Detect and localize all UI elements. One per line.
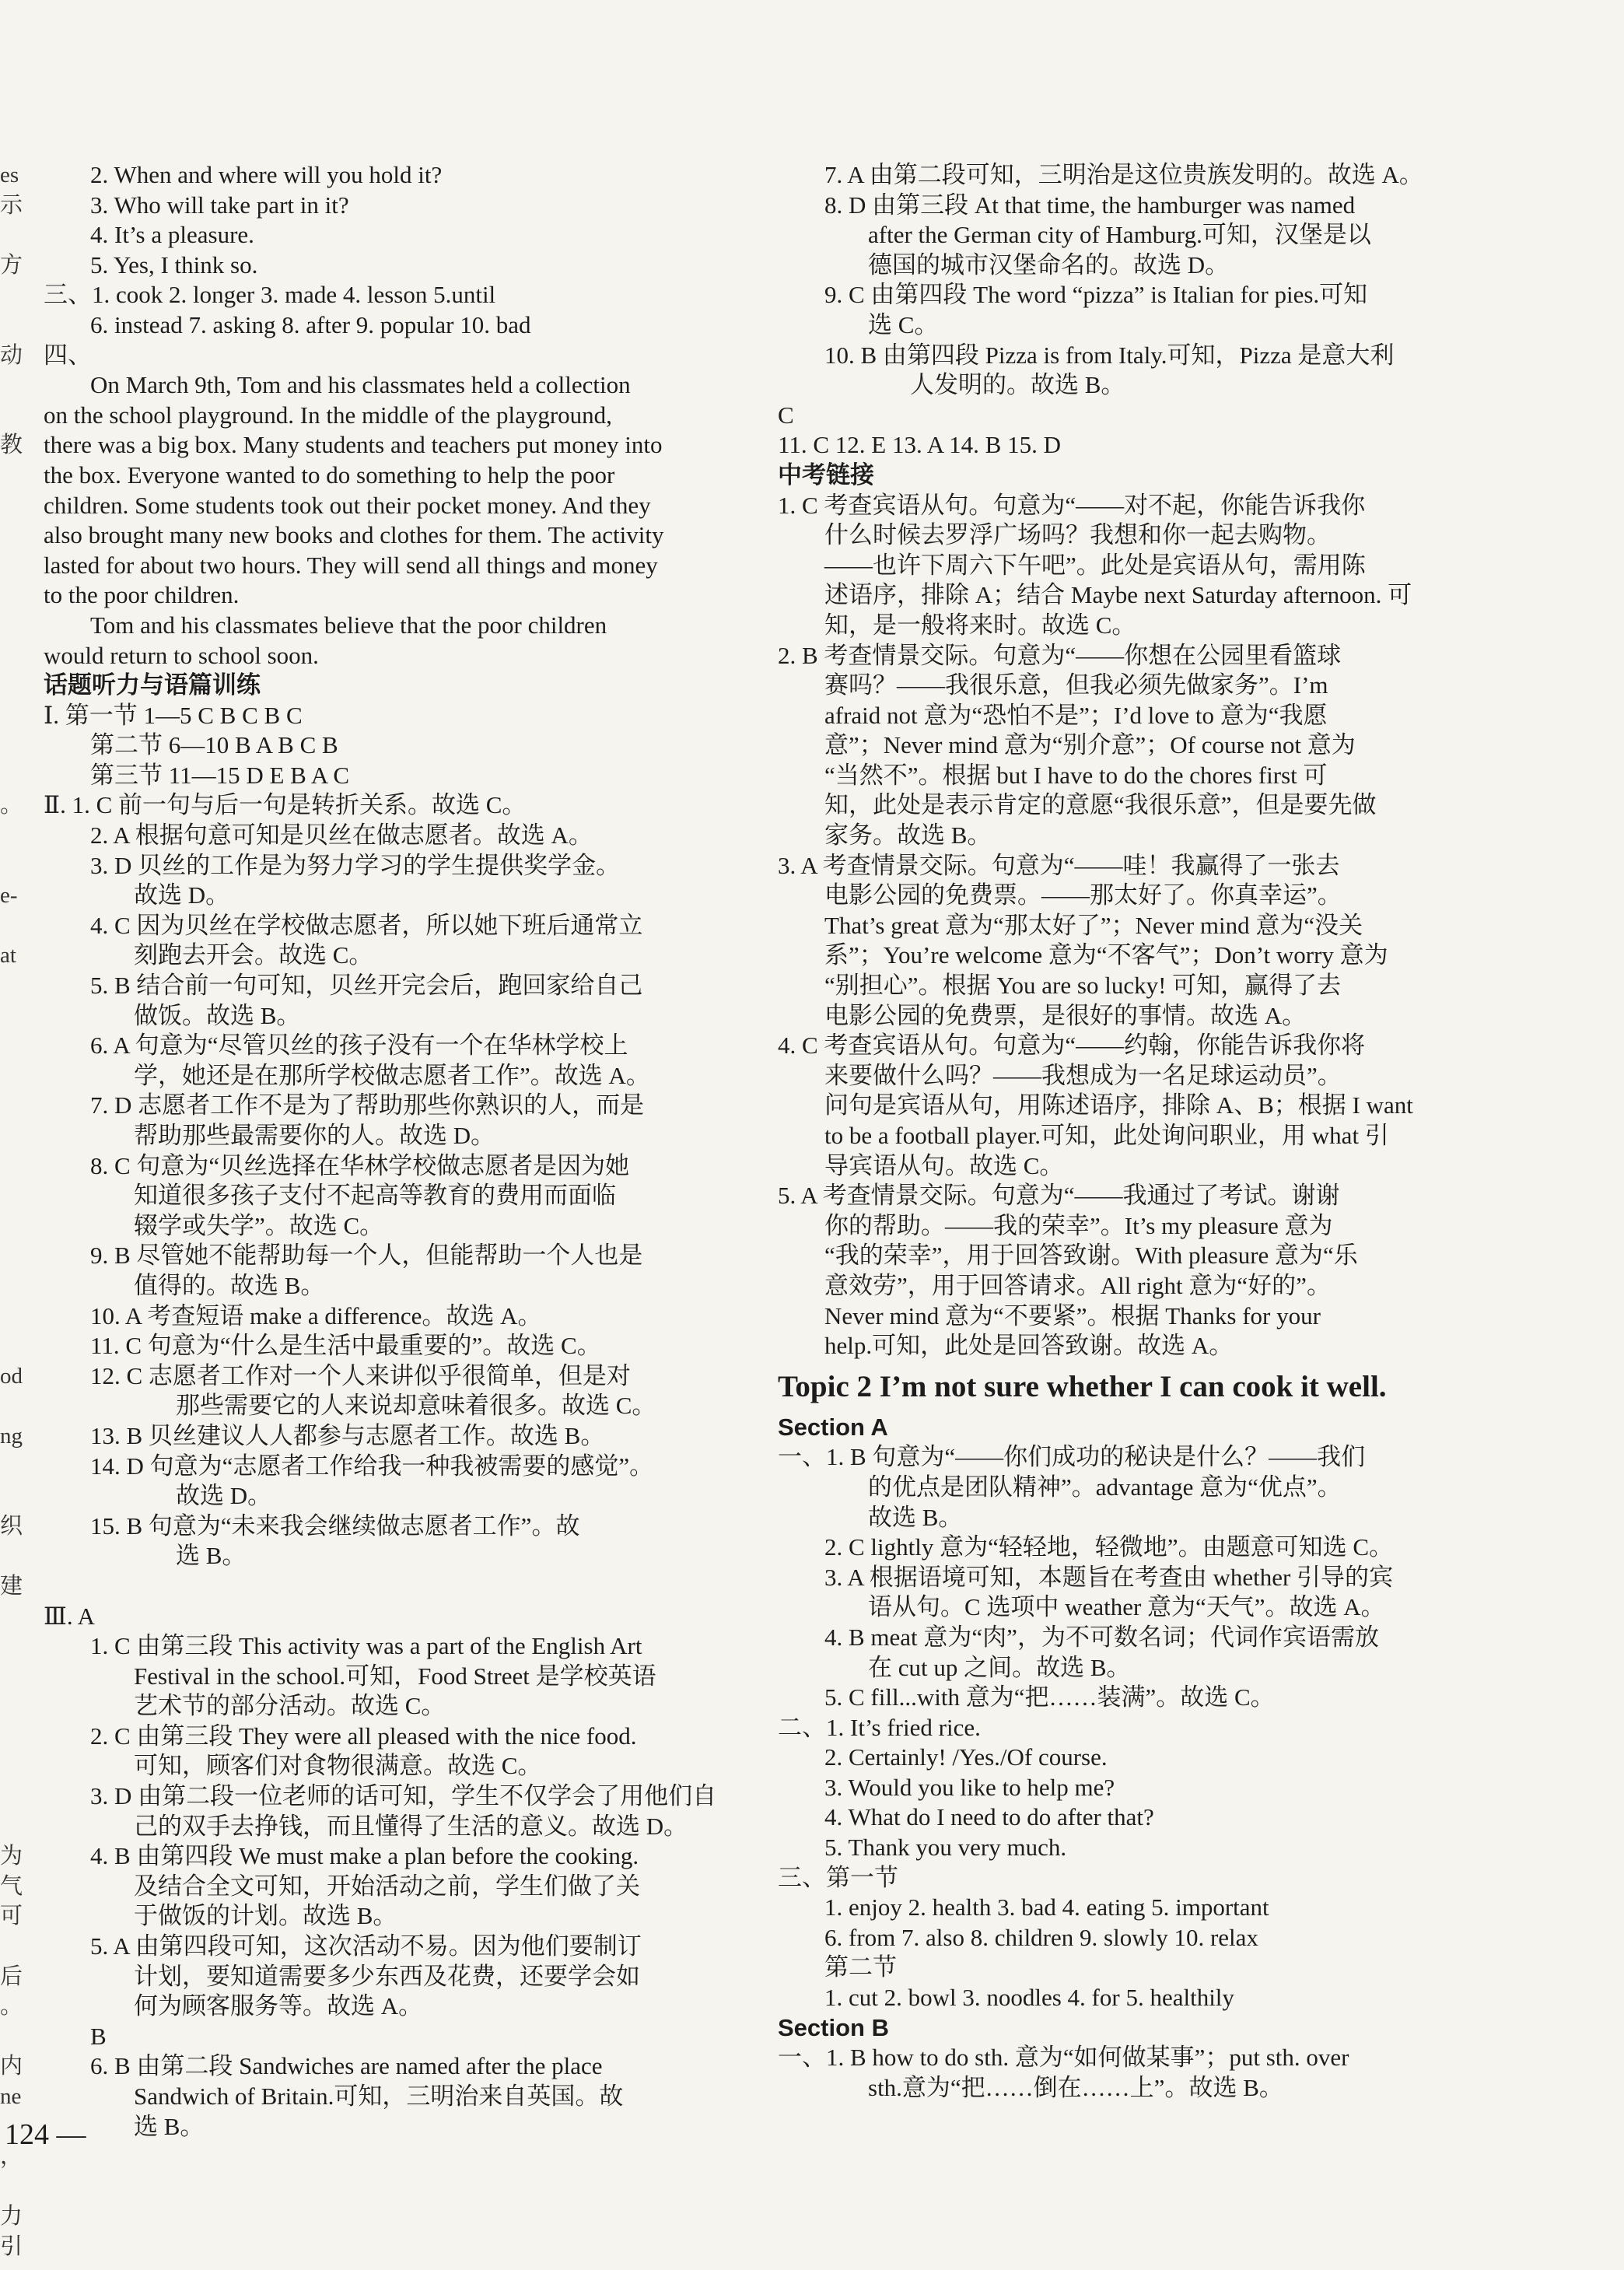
edge-fragment [0, 1662, 23, 1692]
edge-fragment [0, 280, 23, 310]
text-line: Ⅱ. 1. C 前一句与后一句是转折关系。故选 C。 [44, 791, 527, 819]
text-line: 1. C 由第三段 This activity was a part of the English Art [90, 1632, 642, 1660]
text-line: Ⅲ. A [44, 1602, 96, 1630]
text-line: 2. Certainly! /Yes./Of course. [824, 1743, 1108, 1771]
edge-fragment [0, 1151, 23, 1182]
edge-fragment [0, 971, 23, 1001]
edge-fragment [0, 761, 23, 791]
text-line: 3. Who will take part in it? [90, 191, 349, 219]
text-line: 系”；You’re welcome 意为“不客气”；Don’t worry 意为 [824, 941, 1388, 969]
edge-fragment: 织 [0, 1513, 23, 1539]
edge-fragment [0, 1481, 23, 1512]
edge-fragment: 方 [0, 252, 23, 278]
text-line: 4. It’s a pleasure. [90, 221, 254, 249]
edge-fragment: od [0, 1363, 23, 1389]
text-line: also brought many new books and clothes for them. The activity [44, 521, 664, 549]
edge-fragment [0, 911, 23, 941]
text-line: 一、1. B how to do sth. 意为“如何做某事”；put sth. over [778, 2044, 1349, 2072]
text-line: afraid not 意为“恐怕不是”；I’d love to 意为“我愿 [824, 701, 1328, 729]
edge-fragment [0, 821, 23, 851]
edge-fragment [0, 520, 23, 551]
text-line: 8. C 句意为“贝丝选择在华林学校做志愿者是因为她 [90, 1151, 630, 1179]
text-line: 6. instead 7. asking 8. after 9. popular 10. bad [90, 310, 531, 338]
text-line: after the German city of Hamburg.可知，汉堡是以 [868, 221, 1371, 249]
text-line: 第三节 11—15 D E B A C [90, 761, 349, 789]
text-line: Ⅰ. 第一节 1—5 C B C B C [44, 701, 303, 729]
text-line: 3. D 贝丝的工作是为努力学习的学生提供奖学金。 [90, 851, 621, 879]
edge-fragment: es [0, 163, 19, 187]
text-line: 第二节 [824, 1953, 897, 1981]
text-line: help.可知，此处是回答致谢。故选 A。 [824, 1332, 1234, 1360]
text-line: 的优点是团队精神”。advantage 意为“优点”。 [868, 1473, 1342, 1501]
text-line: 8. D 由第三段 At that time, the hamburger was named [824, 191, 1356, 219]
text-line: 二、1. It’s fried rice. [778, 1713, 981, 1741]
edge-fragment: ， [0, 2144, 23, 2170]
edge-fragment: 。 [0, 1994, 23, 2020]
text-line: to the poor children. [44, 581, 240, 609]
edge-fragment [0, 1781, 23, 1812]
text-line: 1. enjoy 2. health 3. bad 4. eating 5. important [824, 1893, 1269, 1921]
text-line: 7. A 由第二段可知，三明治是这位贵族发明的。故选 A。 [824, 161, 1423, 188]
text-line: 一、1. B 句意为“——你们成功的秘诀是什么？——我们 [778, 1443, 1366, 1471]
edge-fragment [0, 401, 23, 431]
text-line: 3. D 由第二段一位老师的话可知，学生不仅学会了用他们自 [90, 1782, 717, 1810]
text-line: On March 9th, Tom and his classmates held a collection [90, 371, 631, 399]
text-line: there was a big box. Many students and teachers put money into [44, 431, 663, 459]
edge-fragment [0, 1691, 23, 1722]
text-line: 2. C lightly 意为“轻轻地，轻微地”。由题意可知选 C。 [824, 1533, 1394, 1561]
text-line: 你的帮助。——我的荣幸”。It’s my pleasure 意为 [824, 1211, 1333, 1239]
edge-fragment [0, 1271, 23, 1301]
edge-fragment [0, 1722, 23, 1752]
text-line: 可知，顾客们对食物很满意。故选 C。 [134, 1752, 542, 1780]
edge-fragment [0, 1812, 23, 1842]
text-line: 2. When and where will you hold it? [90, 161, 443, 188]
text-line: “当然不”。根据 but I have to do the chores first 可 [824, 761, 1328, 789]
section-heading: 话题听力与语篇训练 [44, 671, 261, 699]
edge-fragment: at [0, 943, 16, 969]
edge-fragment [0, 1061, 23, 1091]
edge-fragment: 示 [0, 192, 23, 218]
edge-fragment [0, 1001, 23, 1032]
text-line: 11. C 12. E 13. A 14. B 15. D [778, 431, 1061, 459]
text-line: lasted for about two hours. They will send all things and money [44, 551, 658, 579]
text-line: 选 C。 [868, 310, 939, 338]
text-line: 1. cut 2. bowl 3. noodles 4. for 5. healthily [824, 1984, 1234, 2012]
text-line: 计划，要知道需要多少东西及花费，还要学会如 [134, 1962, 640, 1990]
text-line: 3. Would you like to help me? [824, 1773, 1115, 1801]
text-line: the box. Everyone wanted to do something to help the poor [44, 461, 615, 489]
edge-fragment [0, 1751, 23, 1781]
text-line: 10. B 由第四段 Pizza is from Italy.可知，Pizza 是意大利 [824, 341, 1395, 369]
section-heading: Section A [778, 1413, 888, 1441]
edge-fragment [0, 1331, 23, 1361]
text-line: 家务。故选 B。 [824, 821, 992, 849]
edge-fragment [0, 491, 23, 521]
text-line: 赛吗？——我很乐意，但我必须先做家务”。I’m [824, 671, 1328, 699]
text-line: 知，此处是表示肯定的意愿“我很乐意”，但是要先做 [824, 791, 1377, 819]
text-line: 值得的。故选 B。 [134, 1271, 325, 1299]
text-line: 4. C 考查宾语从句。句意为“——约翰，你能告诉我你将 [778, 1032, 1366, 1060]
edge-fragment: 内 [0, 2054, 23, 2079]
edge-fragment [0, 1932, 23, 1962]
edge-fragment [0, 1181, 23, 1211]
edge-fragment [0, 2172, 23, 2202]
text-line: 意效劳”，用于回答请求。All right 意为“好的”。 [824, 1271, 1331, 1299]
edge-fragment: ng [0, 1423, 23, 1449]
edge-fragment [0, 220, 23, 250]
text-line: 什么时候去罗浮广场吗？我想和你一起去购物。 [824, 521, 1331, 549]
text-line: 艺术节的部分活动。故选 C。 [134, 1692, 446, 1720]
text-line: 做饭。故选 B。 [134, 1001, 301, 1029]
text-line: That’s great 意为“那太好了”；Never mind 意为“没关 [824, 911, 1363, 939]
text-line: 学，她还是在那所学校做志愿者工作”。故选 A。 [134, 1061, 650, 1089]
text-line: 在 cut up 之间。故选 B。 [868, 1653, 1131, 1681]
section-heading: Section B [778, 2013, 889, 2041]
edge-fragment [0, 611, 23, 641]
text-line: 4. B meat 意为“肉”，为不可数名词；代词作宾语需放 [824, 1623, 1379, 1651]
edge-fragment [0, 1121, 23, 1151]
text-line: 四、 [44, 341, 92, 369]
text-line: 13. B 贝丝建议人人都参与志愿者工作。故选 B。 [90, 1421, 605, 1449]
text-line: 9. C 由第四段 The word “pizza” is Italian for pies.可知 [824, 281, 1368, 309]
text-line: 选 B。 [134, 2112, 205, 2140]
edge-fragment: 气 [0, 1873, 23, 1899]
edge-fragment: 。 [0, 793, 23, 818]
text-line: 帮助那些最需要你的人。故选 D。 [134, 1122, 495, 1149]
edge-fragment: ne [0, 2084, 22, 2109]
edge-fragment [0, 641, 23, 671]
text-line: 5. C fill...with 意为“把……装满”。故选 C。 [824, 1683, 1275, 1711]
edge-fragment: 引 [0, 2233, 23, 2259]
text-line: 5. A 由第四段可知，这次活动不易。因为他们要制订 [90, 1932, 642, 1960]
edge-fragment [0, 310, 23, 341]
edge-fragment: 动 [0, 342, 23, 368]
text-line: 述语序，排除 A；结合 Maybe next Saturday afternoon. 可 [824, 581, 1412, 609]
text-line: 意”；Never mind 意为“别介意”；Of course not 意为 [824, 731, 1356, 759]
text-line: 9. B 尽管她不能帮助每一个人，但能帮助一个人也是 [90, 1242, 643, 1270]
edge-fragment [0, 671, 23, 701]
edge-fragment [0, 701, 23, 731]
section-heading: Topic 2 I’m not sure whether I can cook it well. [778, 1369, 1387, 1403]
edge-fragment [0, 1541, 23, 1571]
text-line: 第二节 6—10 B A B C B [90, 731, 338, 759]
cropped-edge-text [0, 160, 23, 2262]
text-line: 6. B 由第二段 Sandwiches are named after the place [90, 2052, 603, 2080]
text-line: 2. C 由第三段 They were all pleased with the nice food. [90, 1722, 637, 1750]
edge-fragment [0, 1301, 23, 1332]
text-line: 6. A 句意为“尽管贝丝的孩子没有一个在华林学校上 [90, 1032, 628, 1060]
edge-fragment [0, 1091, 23, 1121]
text-line: on the school playground. In the middle of the playground, [44, 401, 612, 429]
text-line: B [90, 2022, 107, 2050]
edge-fragment [0, 851, 23, 881]
edge-fragment [0, 370, 23, 401]
text-line: 14. D 句意为“志愿者工作给我一种我被需要的感觉”。 [90, 1452, 654, 1480]
text-line: 4. What do I need to do after that? [824, 1803, 1154, 1831]
edge-fragment: 建 [0, 1573, 23, 1599]
text-line: 3. A 根据语境可知，本题旨在考查由 whether 引导的宾 [824, 1563, 1394, 1591]
text-line: 三、1. cook 2. longer 3. made 4. lesson 5.until [44, 281, 496, 309]
text-line: 人发明的。故选 B。 [910, 371, 1125, 399]
right-column [778, 160, 1478, 2103]
text-line: 及结合全文可知，开始活动之前，学生们做了关 [134, 1872, 640, 1900]
text-line: 11. C 句意为“什么是生活中最重要的”。故选 C。 [90, 1332, 601, 1360]
text-line: 电影公园的免费票。——那太好了。你真幸运”。 [824, 881, 1342, 909]
text-line: C [778, 401, 794, 429]
text-line: Sandwich of Britain.可知，三明治来自英国。故 [134, 2083, 624, 2110]
text-line: 电影公园的免费票，是很好的事情。故选 A。 [824, 1001, 1307, 1029]
text-line: 15. B 句意为“未来我会继续做志愿者工作”。故 [90, 1512, 580, 1540]
text-line: 12. C 志愿者工作对一个人来讲似乎很简单，但是对 [90, 1361, 631, 1389]
text-line: 2. B 考查情景交际。句意为“——你想在公园里看篮球 [778, 641, 1342, 669]
text-line: 5. Yes, I think so. [90, 250, 258, 278]
text-line: 选 B。 [176, 1542, 247, 1570]
text-line: 语从句。C 选项中 weather 意为“天气”。故选 A。 [868, 1593, 1385, 1621]
text-line: 来要做什么吗？——我想成为一名足球运动员”。 [824, 1061, 1342, 1089]
text-line [44, 1571, 753, 1602]
text-line: 1. C 考查宾语从句。句意为“——对不起，你能告诉我你 [778, 491, 1366, 519]
text-line: 何为顾客服务等。故选 A。 [134, 1992, 423, 2020]
text-line: Tom and his classmates believe that the poor children [90, 611, 607, 639]
edge-fragment [0, 1602, 23, 1632]
text-line: 那些需要它的人来说却意味着很多。故选 C。 [176, 1392, 656, 1420]
edge-fragment: 后 [0, 1963, 23, 1989]
edge-fragment: 为 [0, 1844, 23, 1869]
text-line: 问句是宾语从句，用陈述语序，排除 A、B；根据 I want [824, 1091, 1413, 1119]
text-line: 6. from 7. also 8. children 9. slowly 10. relax [824, 1923, 1258, 1951]
text-line: 10. A 考查短语 make a difference。故选 A。 [90, 1301, 542, 1329]
text-line: 刻跑去开会。故选 C。 [134, 941, 373, 969]
edge-fragment: 教 [0, 433, 23, 458]
text-line: 5. Thank you very much. [824, 1834, 1067, 1862]
text-line: 知道很多孩子支付不起高等教育的费用而面临 [134, 1182, 616, 1210]
text-line: 5. B 结合前一句可知，贝丝开完会后，跑回家给自己 [90, 972, 643, 1000]
edge-fragment [0, 1391, 23, 1421]
text-line: “别担心”。根据 You are so lucky! 可知，赢得了去 [824, 972, 1342, 1000]
edge-fragment [0, 730, 23, 761]
left-column [44, 160, 753, 2142]
text-line: 于做饭的计划。故选 B。 [134, 1902, 397, 1930]
text-line: 3. A 考查情景交际。句意为“——哇！我赢得了一张去 [778, 851, 1340, 879]
text-line: Festival in the school.可知，Food Street 是学校英语 [134, 1662, 656, 1690]
text-line: 2. A 根据句意可知是贝丝在做志愿者。故选 A。 [90, 821, 593, 849]
page-number: 124 — [5, 2118, 86, 2151]
edge-fragment [0, 1031, 23, 1061]
edge-fragment [0, 461, 23, 491]
edge-fragment [0, 1241, 23, 1271]
edge-fragment: 可 [0, 1904, 23, 1929]
text-line: 辍学或失学”。故选 C。 [134, 1211, 384, 1239]
text-line: 德国的城市汉堡命名的。故选 D。 [868, 250, 1230, 278]
edge-fragment [0, 2022, 23, 2052]
text-line: 7. D 志愿者工作不是为了帮助那些你熟识的人，而是 [90, 1091, 645, 1119]
text-line: to be a football player.可知，此处询问职业，用 what 引 [824, 1122, 1389, 1149]
text-line: children. Some students took out their pocket money. And they [44, 491, 651, 519]
edge-fragment [0, 580, 23, 611]
text-line: 4. B 由第四段 We must make a plan before the cooking. [90, 1842, 639, 1870]
text-line: 三、第一节 [778, 1863, 898, 1891]
text-line: 己的双手去挣钱，而且懂得了生活的意义。故选 D。 [134, 1812, 688, 1840]
text-line: “我的荣幸”，用于回答致谢。With pleasure 意为“乐 [824, 1242, 1358, 1270]
text-line: 故选 B。 [868, 1503, 963, 1531]
edge-fragment: e- [0, 883, 18, 909]
text-line: Never mind 意为“不要紧”。根据 Thanks for your [824, 1301, 1321, 1329]
text-line: would return to school soon. [44, 641, 319, 669]
text-line: 4. C 因为贝丝在学校做志愿者，所以她下班后通常立 [90, 911, 643, 939]
text-line: 故选 D。 [176, 1482, 272, 1510]
section-heading: 中考链接 [778, 461, 874, 489]
text-line: ——也许下周六下午吧”。此处是宾语从句，需用陈 [824, 551, 1366, 579]
text-line: 故选 D。 [134, 881, 230, 909]
text-line: 5. A 考查情景交际。句意为“——我通过了考试。谢谢 [778, 1182, 1340, 1210]
edge-fragment [0, 1452, 23, 1482]
edge-fragment [0, 1631, 23, 1662]
text-line: 知，是一般将来时。故选 C。 [824, 611, 1136, 639]
edge-fragment [0, 1211, 23, 1242]
edge-fragment: 力 [0, 2204, 23, 2230]
edge-fragment [0, 551, 23, 581]
text-line: 导宾语从句。故选 C。 [824, 1151, 1064, 1179]
text-line: sth.意为“把……倒在……上”。故选 B。 [868, 2073, 1283, 2101]
